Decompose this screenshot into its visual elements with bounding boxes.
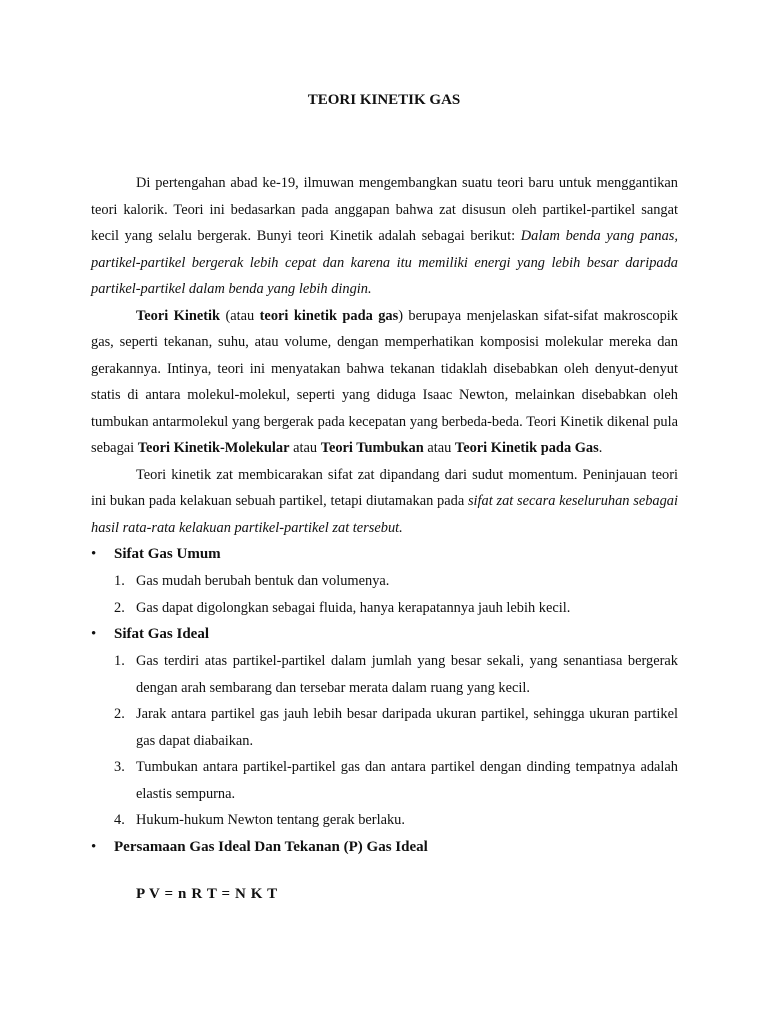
list-item-text: Hukum-hukum Newton tentang gerak berlaku. [136, 812, 405, 828]
term-teori-tumbukan: Teori Tumbukan [320, 440, 424, 456]
bullet-icon: • [91, 546, 97, 562]
list-item [91, 568, 678, 595]
list-item-text: Gas dapat digolongkan sebagai fluida, hanya kerapatannya jauh lebih kecil. [136, 599, 571, 616]
list-item-number: 2. [114, 706, 125, 722]
bullet-icon: • [91, 838, 97, 855]
intro-text: Di pertengahan abad ke-19, ilmuwan mengembangkan suatu teori baru untuk menggantikan teori kalorik. Teori ini bedasarkan pada anggapan bahwa zat disusun oleh partikel-partikel sangat kecil yang selalu bergerak. Bunyi teori Kinetik adalah sebagai berikut: [91, 175, 678, 244]
list-item-number: 4. [114, 812, 125, 828]
list-item-number: 1. [114, 573, 125, 589]
list-item-number: 1. [114, 653, 125, 669]
list-item-text: Gas terdiri atas partikel-partikel dalam jumlah yang besar sekali, yang senantiasa bergerak dengan arah sembarang dan tersebar merata dalam ruang yang kecil. [136, 653, 678, 696]
section-heading-text: Sifat Gas Ideal [114, 626, 210, 642]
bullet-icon: • [91, 626, 97, 642]
intro-italic-quote: Dalam benda yang panas, partikel-partikel bergerak lebih cepat dan karena itu memiliki energi yang lebih besar daripada partikel-partikel dalam benda yang lebih dingin. [91, 228, 678, 297]
section-heading-persamaan-gas-ideal [91, 834, 678, 861]
list-item-text: Jarak antara partikel gas jauh lebih besar daripada ukuran partikel, sehingga ukuran partikel gas dapat diabaikan. [136, 706, 678, 749]
ideal-gas-formula: P V = n R T = N K T [136, 885, 278, 902]
definition-text-1: (atau [220, 307, 260, 324]
list-item-number: 2. [114, 599, 125, 616]
intro-paragraph [91, 170, 678, 303]
list-item [91, 648, 678, 701]
definition-text-3: atau [289, 440, 321, 456]
list-item [91, 807, 678, 834]
page-title: TEORI KINETIK GAS [307, 92, 461, 108]
definition-paragraph [91, 303, 678, 462]
list-sifat-gas-ideal [91, 648, 678, 834]
list-item-text: Tumbukan antara partikel-partikel gas dan antara partikel dengan dinding tempatnya adalah elastis sempurna. [136, 759, 678, 802]
section-heading-text: Sifat Gas Umum [114, 546, 221, 562]
section-heading-text: Persamaan Gas Ideal Dan Tekanan (P) Gas Ideal [114, 838, 428, 855]
list-item-text: Gas mudah berubah bentuk dan volumenya. [136, 573, 390, 589]
momentum-italic: sifat zat secara keseluruhan sebagai hasil rata-rata kelakuan partikel-partikel zat tersebut. [91, 493, 678, 536]
definition-text-4: atau [423, 440, 455, 456]
term-kinetik-pada-gas: Teori Kinetik pada Gas [454, 440, 599, 456]
list-item [91, 754, 678, 807]
definition-text-2: ) berupaya menjelaskan sifat-sifat makroscopik gas, seperti tekanan, suhu, atau volume, dengan memperhatikan komposisi molekular mereka dan gerakannya. Intinya, teori ini menyatakan bahwa tekanan tidaklah disebabkan oleh denyut-denyut statis di antara molekul-molekul, seperti yang diduga Isaac Newton, melainkan disebabkan oleh tumbukan antarmolekul yang bergerak pada kecepatan yang berbeda-beda. Teori Kinetik dikenal pula sebagai [91, 307, 678, 456]
term-teori-kinetik: Teori Kinetik [136, 307, 221, 324]
term-teori-kinetik-pada-gas: teori kinetik pada gas [259, 307, 399, 324]
momentum-paragraph [91, 462, 678, 542]
definition-text-5: . [598, 440, 603, 456]
term-kinetik-molekular: Teori Kinetik-Molekular [137, 440, 290, 456]
list-sifat-gas-umum [91, 568, 678, 621]
section-heading-sifat-gas-umum [91, 541, 678, 568]
momentum-text: Teori kinetik zat membicarakan sifat zat dipandang dari sudut momentum. Peninjauan teori ini bukan pada kelakuan sebuah partikel, tetapi diutamakan pada [91, 466, 678, 509]
list-item [91, 595, 678, 622]
list-item-number: 3. [114, 759, 125, 775]
section-heading-sifat-gas-ideal [91, 621, 678, 648]
document-body [91, 170, 678, 907]
list-item [91, 701, 678, 754]
